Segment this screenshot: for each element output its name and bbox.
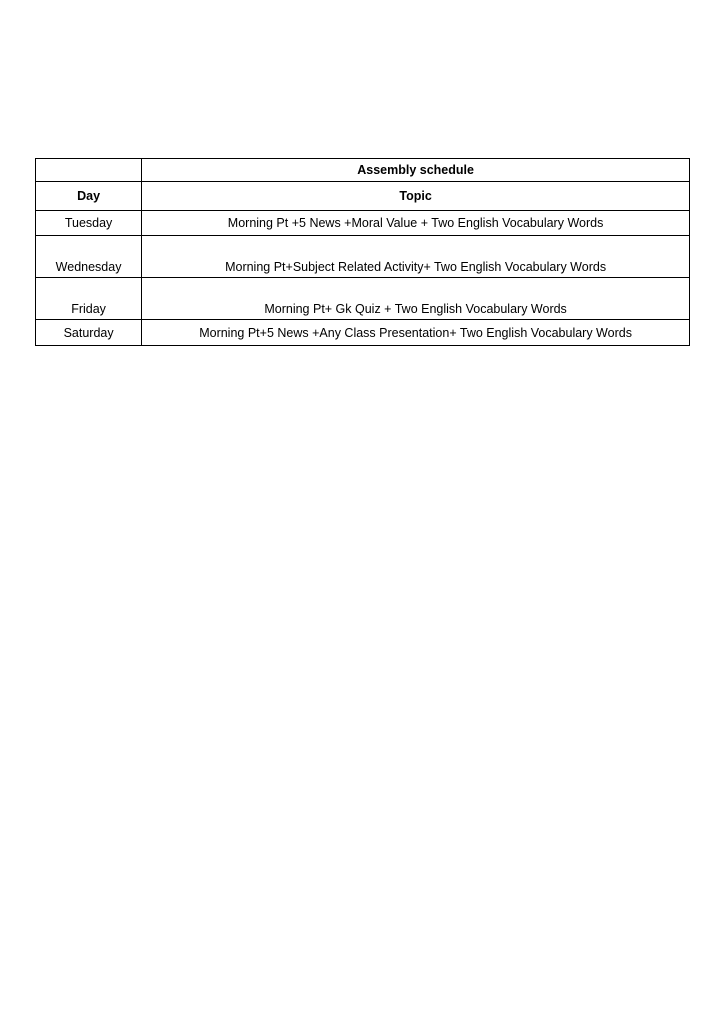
table-row <box>36 211 690 236</box>
table-row <box>36 278 690 320</box>
topic-cell: Morning Pt+5 News +Any Class Presentation+ Two English Vocabulary Words <box>142 320 690 346</box>
table-row <box>36 320 690 346</box>
empty-corner-cell <box>36 159 142 182</box>
topic-cell: Morning Pt +5 News +Moral Value + Two English Vocabulary Words <box>142 211 690 236</box>
day-cell: Wednesday <box>36 236 142 278</box>
table-title: Assembly schedule <box>142 159 690 182</box>
table-title-row <box>36 159 690 182</box>
assembly-schedule-table <box>35 158 690 346</box>
topic-cell: Morning Pt+Subject Related Activity+ Two English Vocabulary Words <box>142 236 690 278</box>
table-header-row <box>36 182 690 211</box>
day-cell: Saturday <box>36 320 142 346</box>
topic-cell: Morning Pt+ Gk Quiz + Two English Vocabulary Words <box>142 278 690 320</box>
table-row <box>36 236 690 278</box>
day-cell: Friday <box>36 278 142 320</box>
topic-column-header: Topic <box>142 182 690 211</box>
day-cell: Tuesday <box>36 211 142 236</box>
day-column-header: Day <box>36 182 142 211</box>
